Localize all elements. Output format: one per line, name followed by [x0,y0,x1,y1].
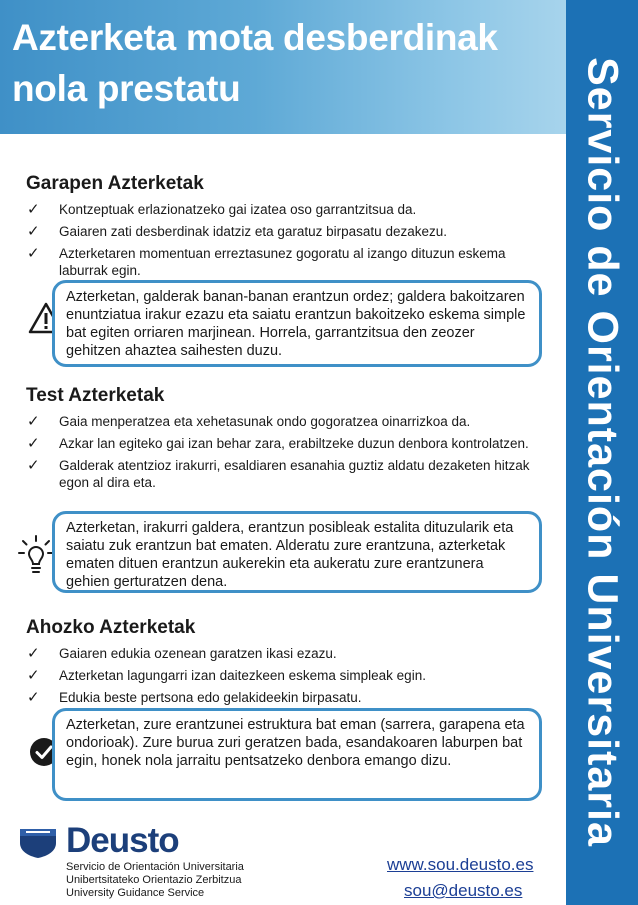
check-icon: ✓ [27,457,40,474]
tip-box: Azterketan, irakurri galdera, erantzun posibleak estalita dituzularik eta saiatu zuk erantzun bat ematen. Alderatu zure erantzuna, azterketak ematen dituen erantzun aukerekin eta aukeratu zure erantzunera gehien gerturatzen dena. [52,511,542,593]
deusto-shield-icon [18,827,58,859]
section-ahozko [26,617,556,711]
bullet-list [26,413,556,491]
check-icon: ✓ [27,223,40,240]
section-heading: Ahozko Azterketak [26,617,196,638]
list-item: ✓ Galderak atentzioz irakurri, esaldiaren esanahia guztiz aldatu dezaketen hitzak egon al dira eta. [27,457,530,490]
bullet-list [26,201,556,279]
check-icon: ✓ [27,667,40,684]
lightbulb-icon [18,535,54,577]
check-icon: ✓ [27,201,40,218]
check-icon: ✓ [27,245,40,262]
logo-line: University Guidance Service [66,887,205,899]
section-heading: Test Azterketak [26,385,165,406]
page-title: Azterketa mota desberdinak nola prestatu [12,17,498,109]
bullet-list [26,645,556,706]
list-item: ✓ Azterketaren momentuan erreztasunez gogoratu al izango dituzun eskema laburrak egin. [27,245,506,278]
list-item: ✓ Kontzeptuak erlazionatzeko gai izatea oso garrantzitsua da. [27,201,417,218]
list-item: ✓ Gaiaren zati desberdinak idatziz eta garatuz birpasatu dezakezu. [27,223,447,240]
sidebar-banner [566,0,638,905]
list-item: ✓ Azterketan lagungarri izan daitezkeen eskema simpleak egin. [27,667,426,684]
list-item: ✓ Gaia menperatzea eta xehetasunak ondo gogoratzea oinarrizkoa da. [27,413,471,430]
logo-wordmark: Deusto [66,821,179,860]
list-item: ✓ Edukia beste pertsona edo gelakideekin birpasatu. [27,689,362,706]
sidebar-title: Servicio de Orientación Universitaria [578,57,627,847]
check-icon: ✓ [27,435,40,452]
email-link[interactable]: sou@deusto.es [404,881,523,900]
list-item: ✓ Gaiaren edukia ozenean garatzen ikasi ezazu. [27,645,337,662]
check-icon: ✓ [27,645,40,662]
check-icon: ✓ [27,413,40,430]
section-garapen [26,173,556,284]
tip-box: Azterketan, zure erantzunei estruktura bat eman (sarrera, garapena eta ondorioak). Zure burua zuri geratzen bada, esandakoaren laburpen bat egin, honek nola jarraitu pentsatzeko denbora emango dizu. [52,708,542,801]
section-test [26,385,556,496]
logo-line: Servicio de Orientación Universitaria [66,861,244,873]
page-header [0,0,566,134]
deusto-logo [18,821,258,899]
section-heading: Garapen Azterketak [26,173,204,194]
logo-line: Unibertsitateko Orientazio Zerbitzua [66,874,242,886]
check-icon: ✓ [27,689,40,706]
tip-box: Azterketan, galderak banan-banan erantzun ordez; galdera bakoitzaren enuntziatua irakur ezazu eta saiatu erantzun bakoitzeko eskema simple bat egiten orriaren marjinean. Horrela, garrantzitsua den zeozer gehitzen ahaztea saihesten duzu. [52,280,542,367]
list-item: ✓ Azkar lan egiteko gai izan behar zara, erabiltzeke duzun denbora kontrolatzen. [27,435,529,452]
website-link[interactable]: www.sou.deusto.es [387,855,534,874]
